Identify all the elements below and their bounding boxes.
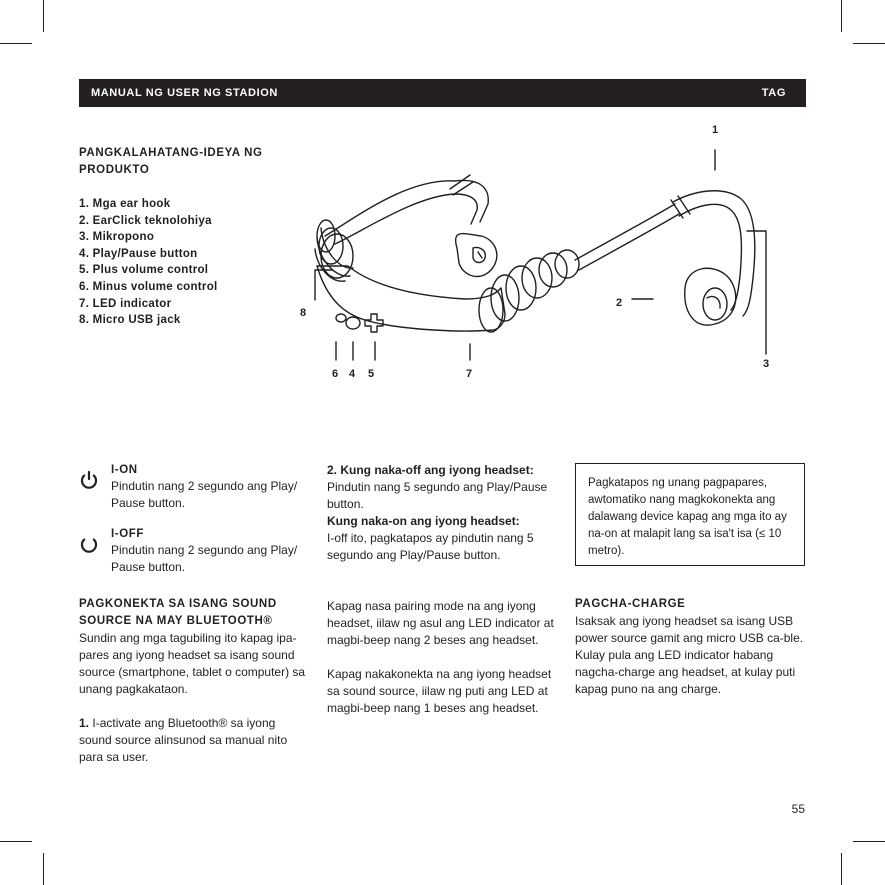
right-hook-joint [671,196,690,218]
header-bar [79,79,806,107]
left-ear-hook [325,180,488,244]
label-8: 8 [300,307,307,319]
right-cable [575,204,679,270]
overview-title-line1: PANGKALAHATANG-IDEYA NG [79,147,263,159]
manual-title: MANUAL NG USER NG STADION [91,87,278,99]
part-item: 4. Play/Pause button [79,247,198,260]
overview-title-line2: PRODUKTO [79,164,150,176]
pairing-instructions [327,462,563,717]
part-item: 5. Plus volume control [79,264,209,277]
power-off-description: Pindutin nang 2 segundo ang Play/ Pause button. [111,543,298,574]
crop-mark [0,841,32,842]
overview-title [79,145,309,179]
label-6: 6 [332,368,339,380]
label-4: 4 [349,368,356,380]
power-instructions [79,462,309,590]
power-on-description: Pindutin nang 2 segundo ang Play/ Pause button. [111,479,298,510]
part-item: 2. EarClick teknolohiya [79,214,212,227]
power-off-block [79,526,309,590]
power-on-block [79,462,309,526]
power-off-icon [79,534,99,554]
auto-connect-note [575,463,805,566]
label-3: 3 [763,358,770,370]
crop-mark [43,853,44,885]
connected-text: Kapag nakakonekta na ang iyong headset sa sound source, iilaw ng puti ang LED at magbi-beep nang 1 beses ang headset. [327,667,552,715]
pairing-mode-text: Kapag nasa pairing mode na ang iyong headset, iilaw ng asul ang LED indicator at magbi-beep nang 2 beses ang headset. [327,599,554,647]
step-1-number: 1. [79,716,90,730]
part-item: 1. Mga ear hook [79,198,171,210]
label-7: 7 [466,368,473,380]
step-1-text: I-activate ang Bluetooth® sa iyong sound source alinsunod sa manual nito para sa user. [79,716,288,764]
label-1: 1 [712,124,719,136]
charging-section [575,596,805,698]
connect-intro: Sundin ang mga tagubiling ito kapag ipa-pares ang iyong headset sa isang sound source (smartphone, tablet o computer) sa unang pagkakataon. [79,631,306,696]
product-overview [79,145,309,329]
part-item: 6. Minus volume control [79,280,218,293]
left-coil [315,220,353,281]
power-off-text [111,526,311,576]
step-2b-heading: Kung naka-on ang iyong headset: [327,514,520,528]
crop-mark [841,0,842,32]
power-on-title: I-ON [111,464,138,476]
connect-title [79,596,309,630]
headset-drawing [295,118,805,383]
crop-mark [853,43,885,44]
crop-mark [0,43,32,44]
connect-title-line2: SOURCE NA MAY BLUETOOTH® [79,615,273,627]
right-coil [479,250,579,332]
step-2-text: Pindutin nang 5 segundo ang Play/Pause button. [327,480,548,511]
leader-line-8 [315,270,332,300]
power-on-icon [79,470,99,490]
part-item: 8. Micro USB jack [79,314,181,327]
power-off-title: I-OFF [111,528,145,540]
power-on-text [111,462,311,512]
label-5: 5 [368,368,375,380]
label-2: 2 [616,297,623,309]
crop-mark [841,853,842,885]
left-earbud [456,234,497,277]
crop-mark [43,0,44,32]
connect-section [79,596,309,766]
charging-text: Isaksak ang iyong headset sa isang USB power source gamit ang micro USB ca-ble. Kulay pula ang LED indicator habang nagcha-charge ang headset, at kulay puti kapag puno na ang charge. [575,614,804,696]
parts-list [79,196,309,329]
headset-illustration [295,118,805,383]
left-hook-joint [450,175,473,195]
charging-title: PAGCHA-CHARGE [575,598,686,610]
leader-line-3 [747,231,766,354]
part-item: 3. Mikropono [79,231,155,244]
step-2b-text: I-off ito, pagkatapos ay pindutin nang 5 segundo ang Play/Pause button. [327,531,534,562]
connect-title-line1: PAGKONEKTA SA ISANG SOUND [79,598,277,610]
connect-step-1 [79,715,309,766]
part-item: 7. LED indicator [79,297,172,310]
crop-mark [853,841,885,842]
page-number: 55 [791,802,805,816]
step-2-heading: 2. Kung naka-off ang iyong headset: [327,463,534,477]
note-text: Pagkatapos ng unang pagpapares, awtomatiko nang magkokonekta ang dalawang device kapag ang mga ito ay na-on at malapit lang sa isa't isa (≤ 10 metro). [588,477,787,557]
brand-tag: TAG [761,87,786,99]
